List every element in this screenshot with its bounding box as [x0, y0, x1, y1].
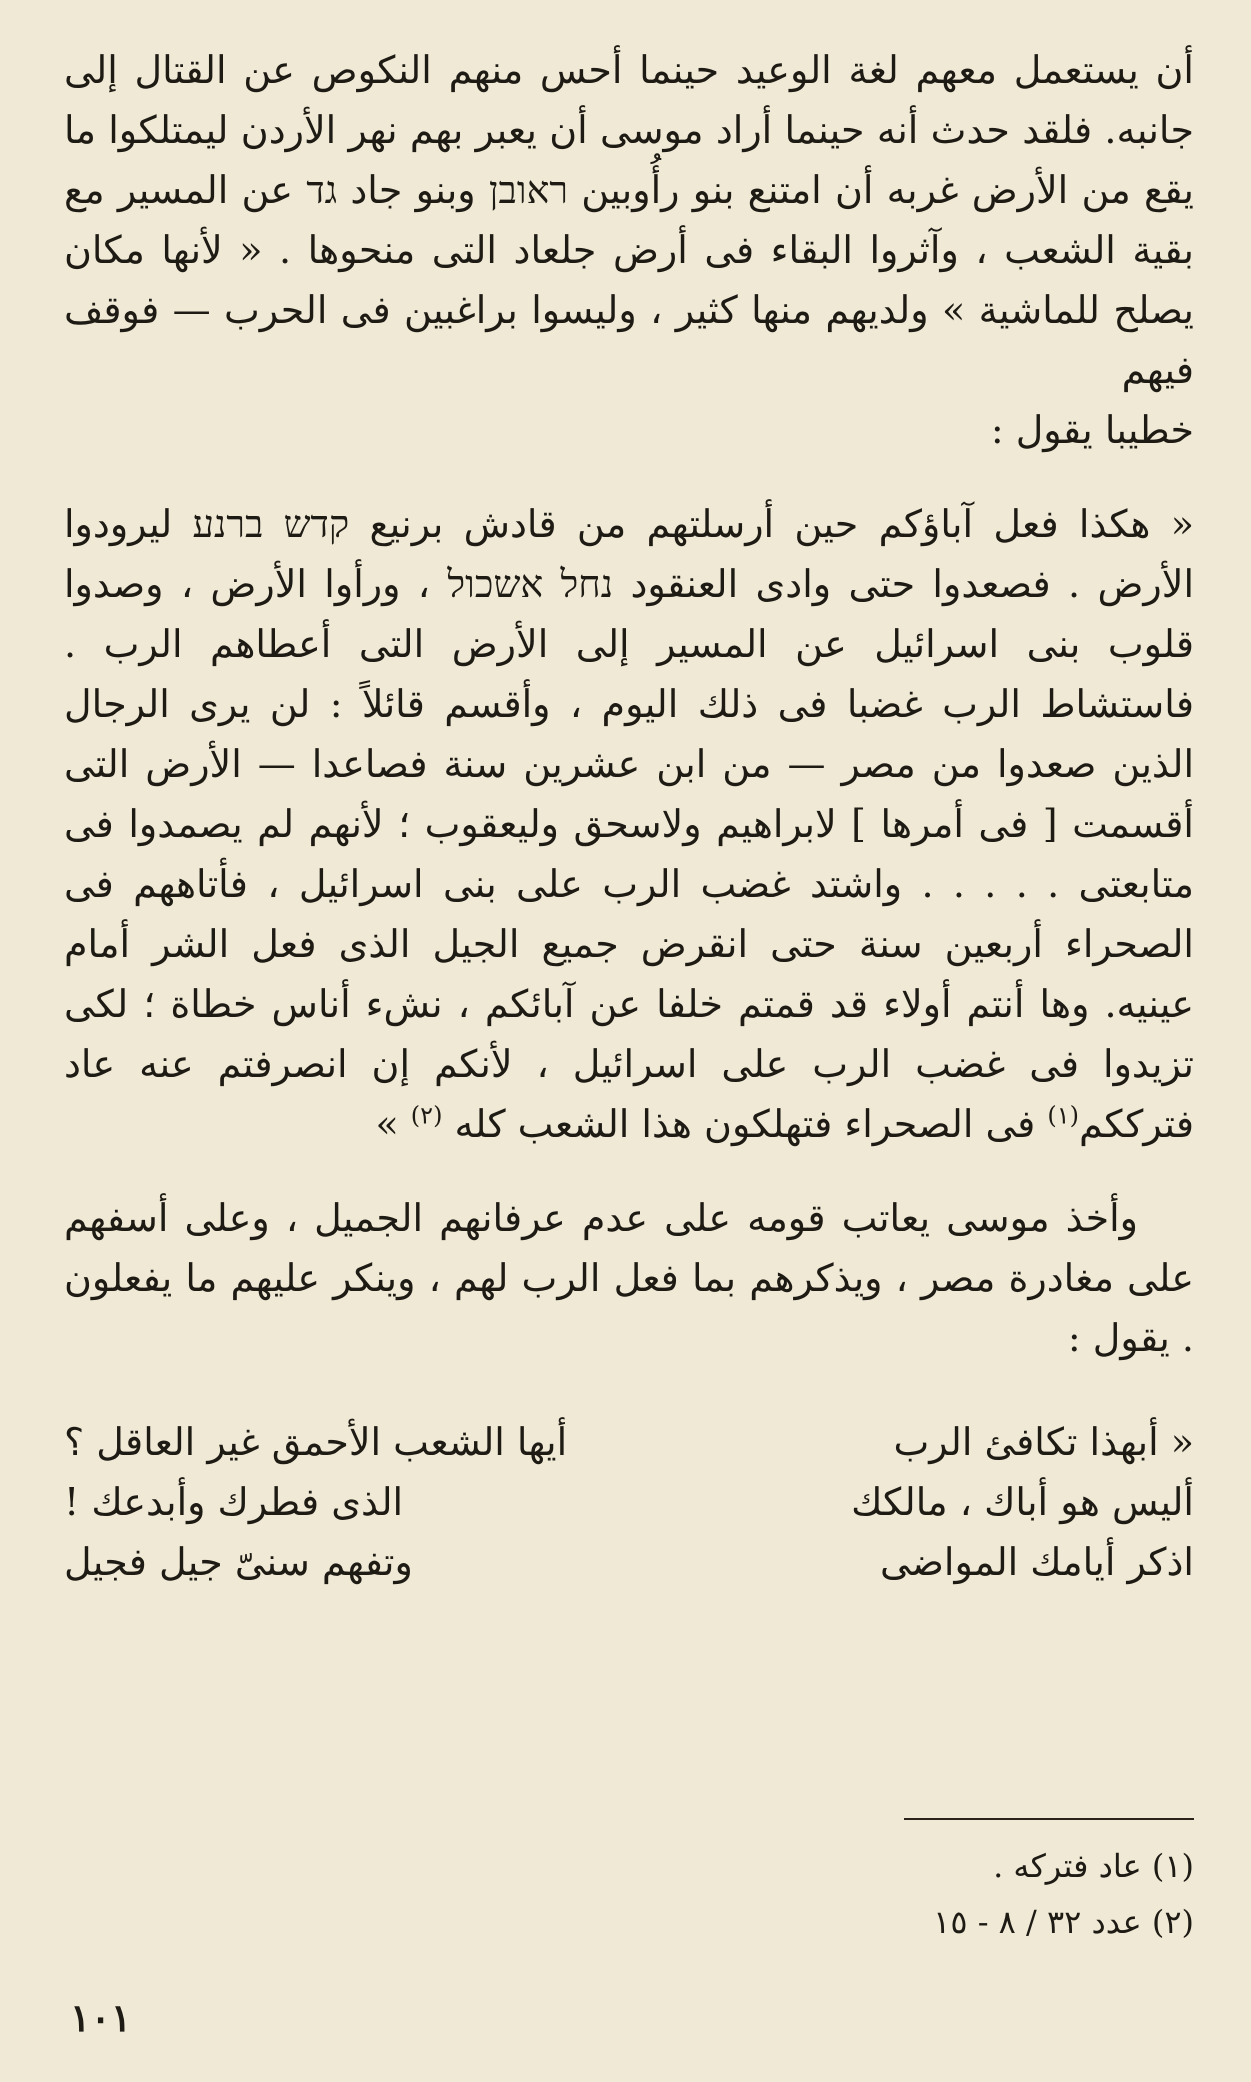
page-number: ١٠١	[70, 1995, 132, 2040]
poem-verse-right: « أبهذا تكافئ الرب	[893, 1420, 1194, 1464]
footnotes	[694, 1838, 1194, 1950]
page-body	[64, 40, 1194, 1592]
poem-verse-left: أيها الشعب الأحمق غير العاقل ؟	[64, 1420, 568, 1464]
intro-paragraph-tail: خطيبا يقول :	[990, 408, 1194, 452]
footnote-ref-2: (٢)	[410, 1101, 443, 1130]
quote-paragraph-text: « هكذا فعل آباؤكم حين أرسلتهم من قادش برنيع קדש ברנע ليرودوا الأرض . فصعدوا حتى وادى العنقود נחל אשכול ، ورأوا الأرض ، وصدوا قلوب بنى اسرائيل عن المسير إلى الأرض التى أعطاهم الرب . فاستشاط الرب غضبا فى ذلك اليوم ، وأقسم قائلاً : لن يرى الرجال الذين صعدوا من مصر — من ابن عشرين سنة فصاعدا — الأرض التى أقسمت [ فى أمرها ] لابراهيم ولاسحق وليعقوب ؛ لأنهم لم يصمدوا فى متابعتى . . . . . واشتد غضب الرب على بنى اسرائيل ، فأتاههم فى الصحراء أربعين سنة حتى انقرض جميع الجيل الذى فعل الشر أمام عينيه. وها أنتم أولاء قد قمتم خلفا عن آبائكم ، نشء أناس خطاة ؛ لكى تزيدوا فى غضب الرب على اسرائيل ، لأنكم إن انصرفتم عنه عاد فترككم	[64, 502, 1194, 1146]
poem-verse-left: وتفهم سنىّ جيل فجيل	[64, 1540, 413, 1584]
intro-paragraph-text: أن يستعمل معهم لغة الوعيد حينما أحس منهم النكوص عن القتال إلى جانبه. فلقد حدث أنه حينما أراد موسى أن يعبر بهم نهر الأردن ليمتلكوا ما يقع من الأرض غربه أن امتنع بنو رأُوبين ראובן وبنو جاد גד عن المسير مع بقية الشعب ، وآثروا البقاء فى أرض جلعاد التى منحوها . « لأنها مكان يصلح للماشية » ولديهم منها كثير ، وليسوا براغبين فى الحرب — فوقف فيهم	[64, 48, 1194, 392]
poem	[64, 1412, 1194, 1592]
quote-paragraph	[64, 494, 1194, 1154]
quote-paragraph-end: فى الصحراء فتهلكون هذا الشعب كله	[454, 1102, 1036, 1146]
second-paragraph: وأخذ موسى يعاتب قومه على عدم عرفانهم الجميل ، وعلى أسفهم على مغادرة مصر ، ويذكرهم بما فعل الرب لهم ، وينكر عليهم ما يفعلون . يقول :	[64, 1196, 1194, 1360]
poem-verse	[64, 1532, 1194, 1592]
poem-verse-left: الذى فطرك وأبدعك !	[64, 1480, 404, 1524]
footnote-ref-1: (١)	[1047, 1101, 1080, 1130]
poem-verse	[64, 1412, 1194, 1472]
poem-verse-right: اذكر أيامك المواضى	[879, 1540, 1194, 1584]
poem-verse-right: أليس هو أباك ، مالكك	[851, 1480, 1194, 1524]
footnote-divider	[904, 1818, 1194, 1820]
footnote-1: (١) عاد فتركه .	[993, 1847, 1194, 1885]
footnote-2: (٢) عدد ٣٢ / ٨ - ١٥	[933, 1903, 1194, 1941]
quote-close-mark: »	[375, 1102, 399, 1146]
intro-paragraph	[64, 40, 1194, 460]
poem-verse	[64, 1472, 1194, 1532]
